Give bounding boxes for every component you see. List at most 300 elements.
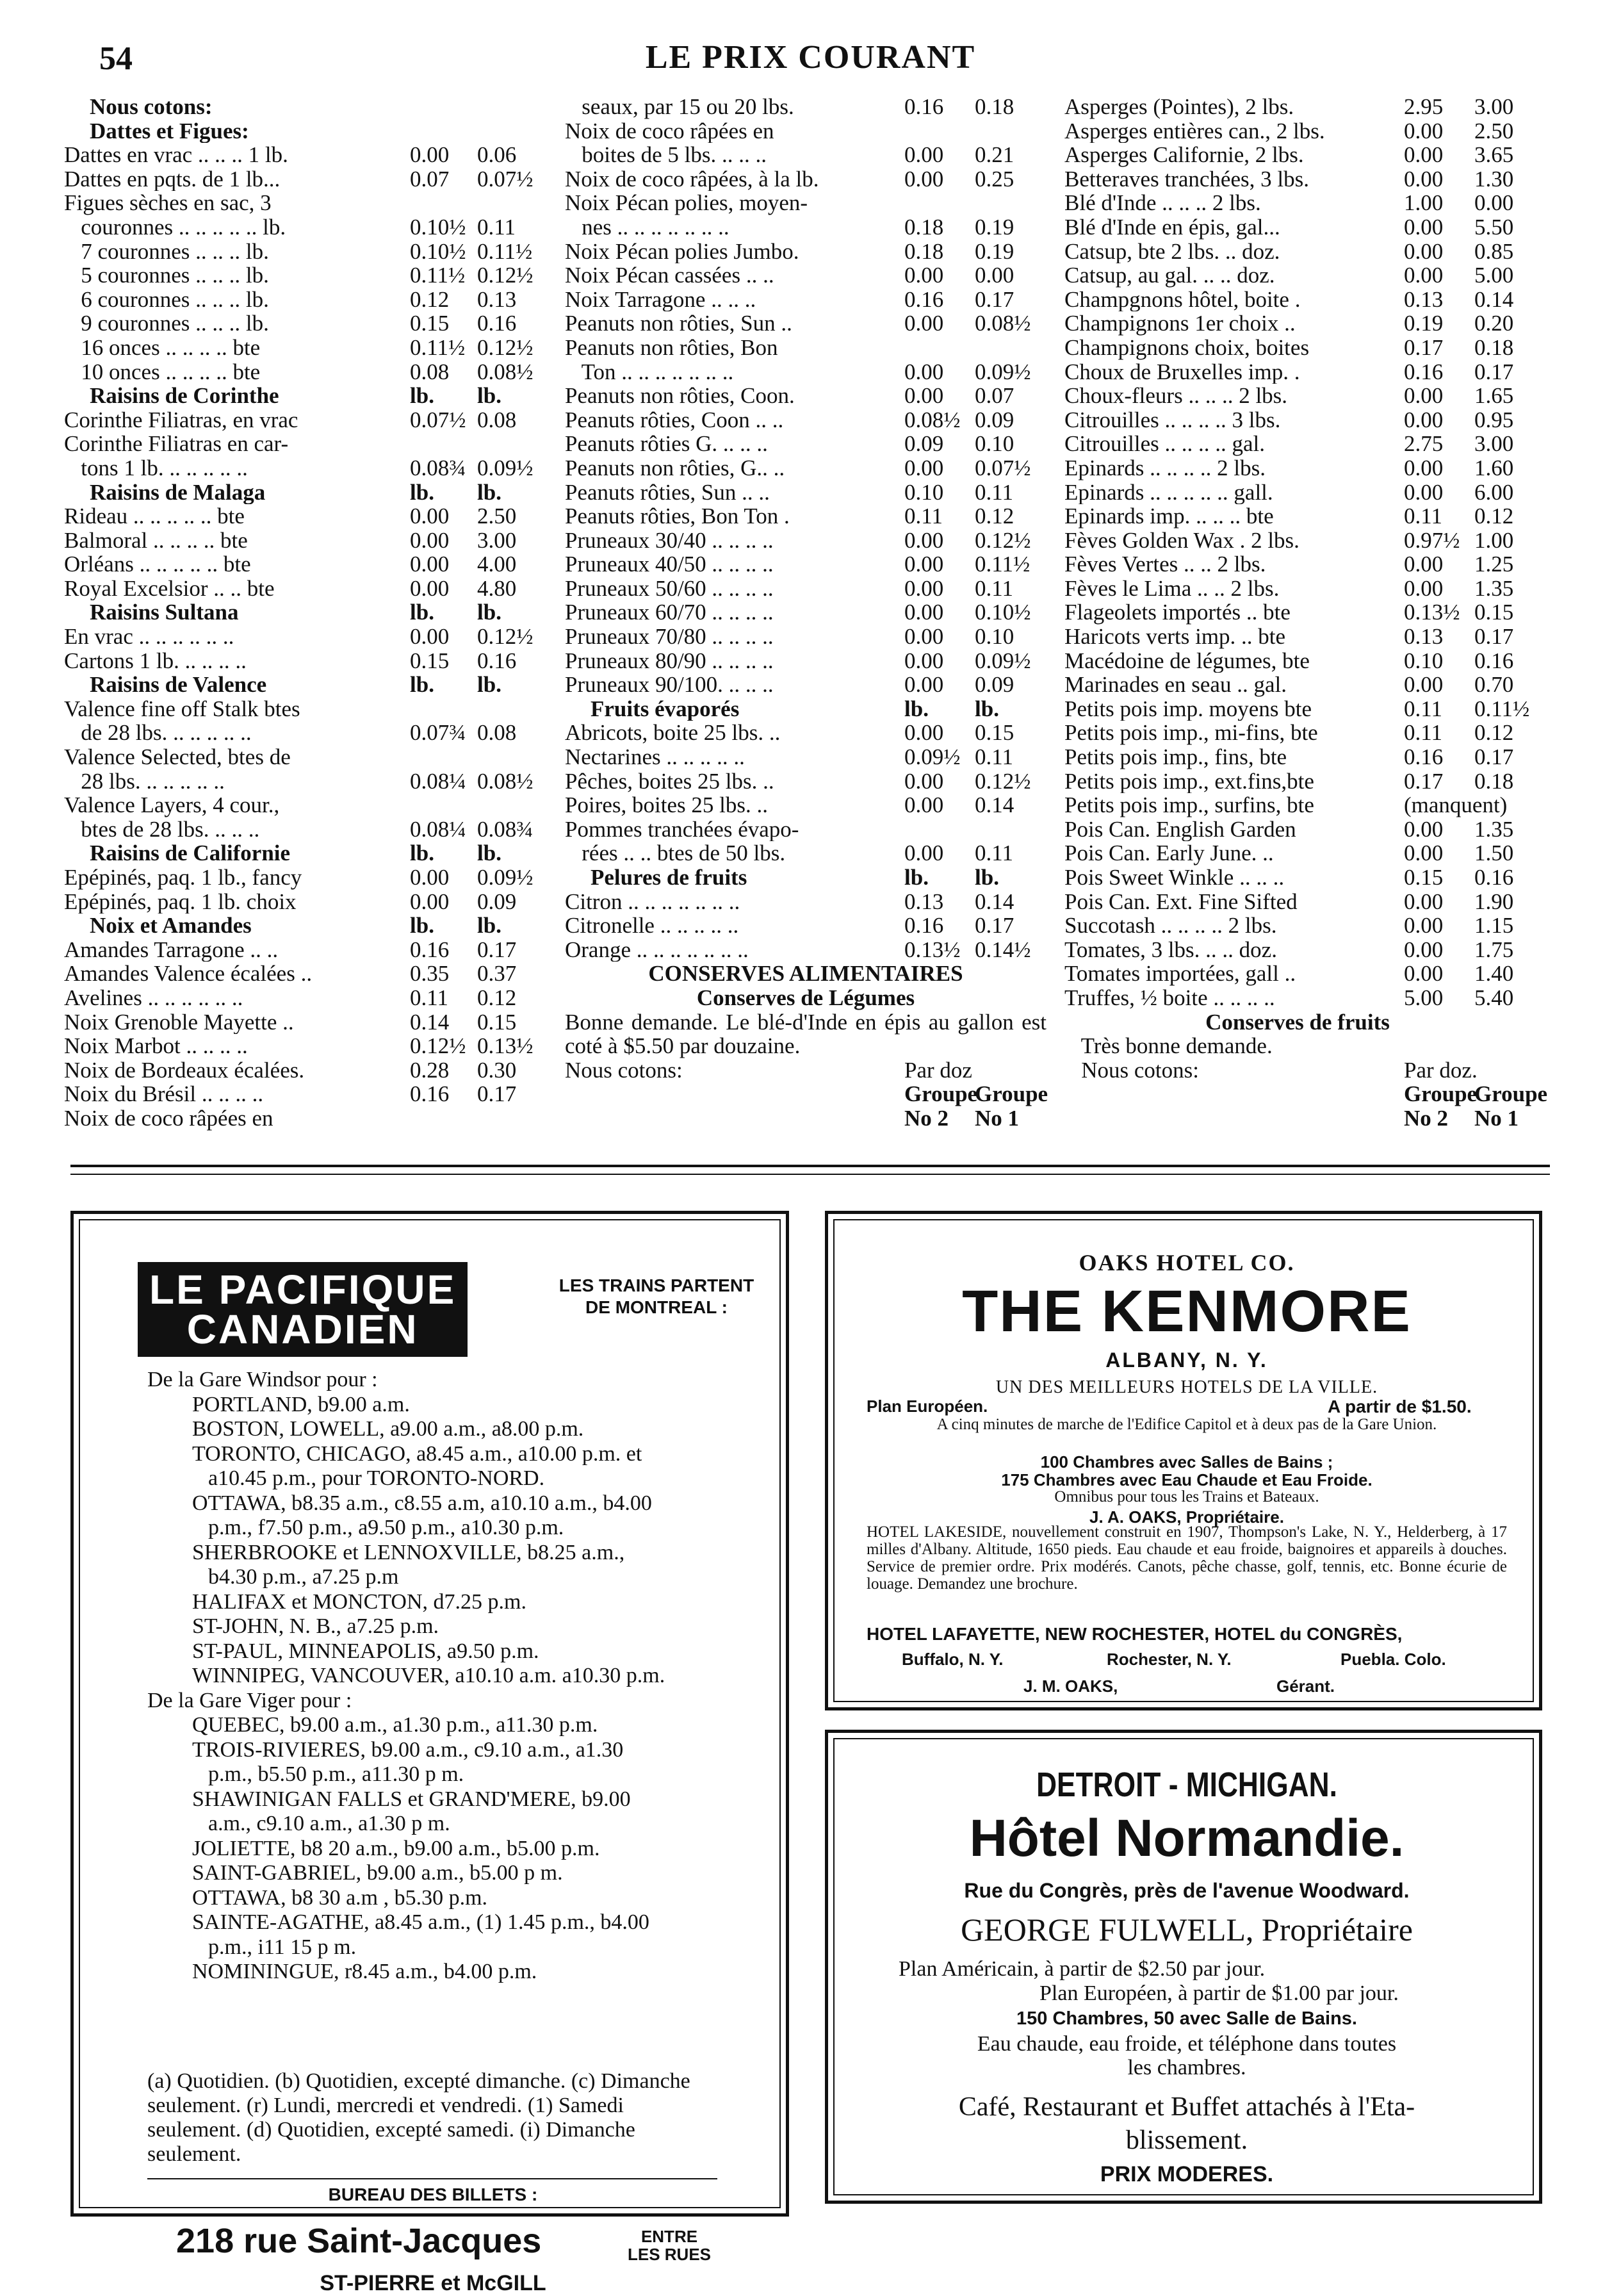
- price-high: 0.00: [1474, 190, 1514, 216]
- item-name: Valence Layers, 4 cour.,: [64, 793, 280, 817]
- price-row: [565, 914, 1047, 938]
- price-row: [1064, 1106, 1531, 1131]
- item-name: Petits pois imp. moyens bte: [1064, 696, 1312, 721]
- price-row: [565, 456, 1047, 480]
- price-row: [1064, 817, 1531, 842]
- price-row: [565, 793, 1047, 817]
- schedule-line: OTTAWA, b8 30 a.m , b5.30 p.m.: [192, 1885, 488, 1910]
- price-low: 0.10: [1404, 648, 1444, 673]
- price-row: En vrac .. .. .. .. .. .. 0.00 0.12½: [64, 624, 534, 650]
- price-high: 0.14: [975, 889, 1014, 914]
- item-name: [565, 1106, 898, 1131]
- price-column-2: [565, 95, 1047, 1131]
- price-low: 0.00: [904, 624, 944, 650]
- price-row: [64, 793, 391, 817]
- item-name: Catsup, bte 2 lbs. .. doz.: [1064, 239, 1280, 264]
- price-row: [1064, 793, 1531, 817]
- price-row: [565, 552, 1047, 577]
- price-high: 0.16: [1474, 865, 1514, 890]
- price-low: 0.17: [1404, 768, 1444, 794]
- price-row: de 28 lbs. .. .. .. .. .. 0.07¾ 0.08: [64, 720, 517, 746]
- normandie-water-1: Eau chaude, eau froide, et téléphone dans toutes: [977, 2032, 1397, 2056]
- normandie-plan-1: Plan Américain, à partir de $2.50 par jour.: [899, 1957, 1266, 1981]
- price-low: 0.11: [1404, 504, 1442, 529]
- price-low: 2.75: [1404, 431, 1444, 457]
- kenmore-name: THE KENMORE: [962, 1279, 1412, 1344]
- price-row: Dattes en vrac .. .. .. 1 lb. 0.00 0.06: [64, 142, 517, 168]
- price-high: 0.11½: [975, 552, 1030, 577]
- price-low: 1.00: [1404, 190, 1444, 216]
- price-row: [565, 311, 1047, 336]
- price-high: 0.12½: [477, 624, 534, 650]
- price-low: 0.08½: [904, 407, 961, 432]
- price-low: 0.00: [904, 311, 944, 336]
- price-row: [565, 1082, 1047, 1106]
- price-high: lb.: [477, 383, 501, 409]
- item-name: Citrouilles .. .. .. .. gal.: [1064, 432, 1266, 456]
- price-row: [1064, 769, 1531, 794]
- price-row: [565, 625, 1047, 649]
- price-low: Par doz.: [1404, 1057, 1478, 1083]
- category-heading: Raisins de Californie: [90, 841, 291, 865]
- price-high: 0.12½: [975, 527, 1031, 553]
- price-row: [565, 745, 1047, 769]
- price-row: [565, 240, 1047, 264]
- price-low: 0.00: [1404, 455, 1444, 480]
- price-high: 0.10: [975, 431, 1014, 457]
- category-heading: Pelures de fruits: [591, 865, 747, 890]
- item-name: Pois Sweet Winkle .. .. ..: [1064, 865, 1285, 890]
- schedule-line: a10.45 p.m., pour TORONTO-NORD.: [208, 1466, 545, 1490]
- price-high: 0.09½: [975, 648, 1031, 673]
- schedule-line: ST-PAUL, MINNEAPOLIS, a9.50 p.m.: [192, 1639, 539, 1663]
- price-high: 3.00: [477, 527, 517, 553]
- price-row: [1064, 865, 1531, 890]
- price-high: lb.: [477, 600, 501, 625]
- price-low: 0.00: [904, 455, 944, 480]
- price-row: [1064, 914, 1531, 938]
- item-name: Blé d'Inde en épis, gal...: [1064, 215, 1280, 240]
- item-name: Noix Pécan cassées .. ..: [565, 263, 774, 288]
- price-row: tons 1 lb. .. .. .. .. .. 0.08¾ 0.09½: [64, 455, 534, 480]
- kenmore-other-hotels: HOTEL LAFAYETTE, NEW ROCHESTER, HOTEL du CONGRÈS,: [867, 1624, 1403, 1644]
- price-row: [565, 600, 1047, 625]
- price-high: 0.06: [477, 142, 517, 168]
- schedule-line: JOLIETTE, b8 20 a.m., b9.00 a.m., b5.00 p.m.: [192, 1836, 600, 1860]
- price-low: 0.13: [1404, 286, 1444, 312]
- price-low: 0.00: [1404, 575, 1444, 601]
- item-name: Peanuts rôties G. .. .. ..: [565, 432, 768, 456]
- item-name: Peanuts non rôties, Coon.: [565, 384, 795, 408]
- normandie-water-2: les chambres.: [1127, 2056, 1246, 2079]
- price-low: 0.00: [904, 166, 944, 192]
- price-low: 0.11: [904, 504, 943, 529]
- price-row: Balmoral .. .. .. .. bte 0.00 3.00: [64, 527, 517, 553]
- price-low: 0.00: [1404, 840, 1444, 866]
- price-low: 0.16: [1404, 744, 1444, 770]
- price-low: 0.00: [1404, 383, 1444, 409]
- price-low: 0.16: [904, 94, 944, 119]
- normandie-cafe-1: Café, Restaurant et Buffet attachés à l'Eta-: [958, 2092, 1415, 2122]
- item-name: Noix Marbot .. .. .. ..: [64, 1034, 248, 1058]
- price-low: Groupe: [904, 1081, 978, 1107]
- price-row: [1064, 456, 1531, 480]
- item-name: Catsup, au gal. .. .. doz.: [1064, 263, 1275, 288]
- kenmore-city-3: Puebla. Colo.: [1340, 1650, 1446, 1669]
- kenmore-manager: J. M. OAKS,: [1023, 1677, 1118, 1696]
- price-row: [1064, 288, 1531, 312]
- price-row: [1064, 625, 1531, 649]
- schedule-line: p.m., f7.50 p.m., a9.50 p.m., a10.30 p.m.: [208, 1516, 564, 1539]
- price-row: couronnes .. .. .. .. .. lb. 0.10½ 0.11: [64, 214, 516, 240]
- price-high: 0.17: [477, 937, 517, 962]
- item-name: Haricots verts imp. .. bte: [1064, 625, 1286, 649]
- price-row: Corinthe Filiatras, en vrac 0.07½ 0.08: [64, 407, 517, 432]
- item-name: Epépinés, paq. 1 lb., fancy: [64, 865, 302, 890]
- price-row: [1064, 697, 1531, 721]
- price-row: [565, 697, 1047, 721]
- item-name: Peanuts rôties, Coon .. ..: [565, 407, 784, 432]
- item-name: [1064, 1082, 1397, 1106]
- price-high: 0.17: [1474, 624, 1514, 650]
- price-high: 0.07½: [975, 455, 1031, 480]
- price-row: Raisins de Californie lb. lb.: [64, 841, 391, 865]
- price-low: 0.13½: [1404, 600, 1460, 625]
- item-name: 28 lbs. .. .. .. .. ..: [64, 769, 225, 794]
- price-low: 0.00: [1404, 552, 1444, 577]
- price-low: 0.00: [1404, 166, 1444, 192]
- item-name: Petits pois imp., ext.fins,bte: [1064, 769, 1314, 794]
- item-name: Royal Excelsior .. .. bte: [64, 576, 275, 601]
- price-high: 0.13: [477, 286, 517, 312]
- section-heading: Conserves de Légumes: [696, 985, 915, 1010]
- price-high: 0.15: [975, 720, 1014, 746]
- price-row: Noix Marbot .. .. .. .. 0.12½ 0.13½: [64, 1033, 534, 1059]
- price-low: 0.00: [904, 792, 944, 818]
- price-low: 0.11: [1404, 696, 1442, 721]
- price-low: lb.: [904, 865, 929, 890]
- price-low: 0.00: [1404, 672, 1444, 698]
- price-low: 0.00: [1404, 937, 1444, 962]
- price-row: Noix du Brésil .. .. .. .. 0.16 0.17: [64, 1081, 517, 1107]
- price-high: 0.10½: [975, 600, 1031, 625]
- item-name: Pois Can. English Garden: [1064, 817, 1296, 842]
- price-high: 0.30: [477, 1057, 517, 1083]
- price-high: lb.: [975, 865, 999, 890]
- price-high: No 1: [1474, 1105, 1519, 1131]
- price-row: 10 onces .. .. .. .. bte 0.08 0.08½: [64, 359, 534, 384]
- price-row: [1064, 841, 1531, 865]
- item-name: Epinards .. .. .. .. 2 lbs.: [1064, 455, 1266, 480]
- price-high: 1.25: [1474, 552, 1514, 577]
- price-low: 0.00: [904, 263, 944, 288]
- price-row: [1064, 938, 1531, 962]
- price-high: 0.19: [975, 238, 1014, 264]
- normandie-plan-2: Plan Européen, à partir de $1.00 par jour.: [1039, 1981, 1399, 2005]
- price-column-3: [1064, 94, 1548, 1131]
- item-name: Choux-fleurs .. .. .. 2 lbs.: [1064, 384, 1288, 408]
- item-name: Champgnons hôtel, boite .: [1064, 287, 1301, 312]
- price-high: 1.40: [1474, 961, 1514, 987]
- item-name: Pruneaux 70/80 .. .. .. ..: [565, 625, 774, 649]
- price-row: Amandes Valence écalées .. 0.35 0.37: [64, 961, 517, 987]
- item-name: 16 onces .. .. .. .. bte: [64, 335, 261, 360]
- price-high: 3.00: [1474, 431, 1514, 457]
- item-name: Peanuts non rôties, Sun ..: [565, 311, 792, 336]
- price-high: 6.00: [1474, 479, 1514, 505]
- price-low: 0.00: [904, 552, 944, 577]
- price-low: lb.: [904, 696, 929, 721]
- price-high: 0.17: [477, 1081, 517, 1107]
- price-high: Groupe: [1474, 1081, 1548, 1107]
- item-name: Dattes en vrac .. .. .. 1 lb.: [64, 143, 288, 167]
- page-title: LE PRIX COURANT: [645, 39, 976, 76]
- price-high: 1.50: [1474, 840, 1514, 866]
- schedule-line: HALIFAX et MONCTON, d7.25 p.m.: [192, 1589, 526, 1614]
- price-row: [565, 938, 1047, 962]
- price-low: 0.00: [1404, 407, 1444, 432]
- price-row: [565, 263, 1047, 288]
- item-name: Choux de Bruxelles imp. .: [1064, 359, 1300, 384]
- price-low: No 2: [1404, 1105, 1449, 1131]
- price-low: 0.00: [1404, 238, 1444, 264]
- price-high: 0.10: [975, 624, 1014, 650]
- item-name: Rideau .. .. .. .. .. bte: [64, 504, 245, 529]
- price-high: 0.09½: [975, 359, 1031, 384]
- schedule-line: PORTLAND, b9.00 a.m.: [192, 1392, 410, 1416]
- price-row: 28 lbs. .. .. .. .. .. 0.08¼ 0.08½: [64, 768, 534, 794]
- item-name: nes .. .. .. .. .. .. ..: [565, 215, 729, 240]
- cp-address: 218 rue Saint-Jacques: [176, 2222, 542, 2260]
- price-row: [565, 143, 1047, 167]
- item-name: Amandes Tarragone .. ..: [64, 937, 279, 962]
- schedule-line: QUEBEC, b9.00 a.m., a1.30 p.m., a11.30 p.m.: [192, 1713, 598, 1737]
- item-name: Pruneaux 40/50 .. .. .. ..: [565, 552, 774, 577]
- price-high: 1.65: [1474, 383, 1514, 409]
- price-low: 0.00: [1404, 479, 1444, 505]
- item-name: Pruneaux 30/40 .. .. .. ..: [565, 528, 774, 553]
- price-high: 0.14½: [975, 937, 1031, 962]
- price-row: [565, 360, 1047, 384]
- price-high: 1.15: [1474, 913, 1514, 939]
- kenmore-hotel-ad: [825, 1211, 1542, 1710]
- price-row: [565, 167, 1047, 192]
- price-high: 0.37: [477, 961, 517, 987]
- item-name: Valence Selected, btes de: [64, 745, 291, 769]
- item-name: Asperges Californie, 2 lbs.: [1064, 143, 1304, 167]
- price-row: [1064, 311, 1531, 336]
- price-high: 0.13½: [477, 1033, 534, 1059]
- price-low: 0.00: [1404, 816, 1444, 842]
- price-high: 3.00: [1474, 94, 1514, 119]
- price-row: Epépinés, paq. 1 lb. choix 0.00 0.09: [64, 889, 517, 914]
- price-low: 0.15: [1404, 865, 1444, 890]
- normandie-cafe-2: blissement.: [1125, 2126, 1248, 2155]
- price-low: 0.00: [904, 600, 944, 625]
- price-low: 0.00: [1404, 142, 1444, 168]
- item-name: Peanuts rôties, Sun .. ..: [565, 480, 770, 505]
- price-row: [1064, 649, 1531, 673]
- cp-separator: [147, 2178, 717, 2179]
- price-high: 1.30: [1474, 166, 1514, 192]
- kenmore-owner: J. A. OAKS, Propriétaire.: [1089, 1507, 1284, 1527]
- price-low: (manquent): [1404, 792, 1508, 818]
- price-low: 0.00: [904, 575, 944, 601]
- price-high: 0.08: [477, 407, 517, 432]
- schedule-line: a.m., c9.10 a.m., a1.30 p m.: [208, 1812, 450, 1835]
- price-row: [1064, 408, 1531, 432]
- item-name: seaux, par 15 ou 20 lbs.: [565, 95, 794, 119]
- price-column-1: [64, 95, 534, 1131]
- price-low: 5.00: [1404, 985, 1444, 1010]
- price-high: 0.18: [1474, 768, 1514, 794]
- price-row: [565, 577, 1047, 601]
- price-high: 0.14: [975, 792, 1014, 818]
- item-name: Noix Pécan polies Jumbo.: [565, 239, 799, 264]
- price-row: [64, 432, 391, 456]
- kenmore-manager-title: Gérant.: [1276, 1677, 1335, 1696]
- price-low: 2.95: [1404, 94, 1444, 119]
- price-row: Amandes Tarragone .. .. 0.16 0.17: [64, 937, 517, 962]
- schedule-line: WINNIPEG, VANCOUVER, a10.10 a.m. a10.30 p.m.: [192, 1664, 665, 1687]
- item-name: couronnes .. .. .. .. .. lb.: [64, 215, 286, 240]
- price-row: [64, 745, 391, 769]
- item-name: Figues sèches en sac, 3: [64, 191, 272, 215]
- price-row: [1064, 167, 1531, 192]
- price-row: [565, 95, 1047, 119]
- price-row: [64, 697, 391, 721]
- item-name: Epépinés, paq. 1 lb. choix: [64, 889, 297, 914]
- section-heading: Conserves de fruits: [1205, 1009, 1390, 1035]
- price-row: [1064, 240, 1531, 264]
- price-low: 0.00: [1404, 118, 1444, 144]
- item-name: [1064, 1106, 1397, 1131]
- item-name: Corinthe Filiatras en car-: [64, 432, 289, 456]
- price-high: 0.07½: [477, 166, 534, 192]
- price-low: 0.97½: [1404, 527, 1460, 553]
- schedule-line: SAINTE-AGATHE, a8.45 a.m., (1) 1.45 p.m., b4.00: [192, 1910, 649, 1934]
- price-high: 0.11: [975, 575, 1013, 601]
- price-row: [1064, 600, 1531, 625]
- item-name: boites de 5 lbs. .. .. ..: [565, 143, 767, 167]
- schedule-line: SHAWINIGAN FALLS et GRAND'MERE, b9.00: [192, 1787, 631, 1811]
- price-row: [565, 288, 1047, 312]
- price-row: [565, 890, 1047, 914]
- price-high: 0.07: [975, 383, 1014, 409]
- item-name: Pois Can. Early June. ..: [1064, 841, 1274, 865]
- item-name: Poires, boites 25 lbs. ..: [565, 793, 768, 817]
- item-name: Marinades en seau .. gal.: [1064, 673, 1287, 697]
- schedule-line: SAINT-GABRIEL, b9.00 a.m., b5.00 p m.: [192, 1861, 563, 1885]
- price-row: [565, 529, 1047, 553]
- item-name: Pruneaux 60/70 .. .. .. ..: [565, 600, 774, 625]
- price-row: Dattes en pqts. de 1 lb... 0.07 0.07½: [64, 166, 534, 192]
- item-name: Noix de coco râpées en: [64, 1106, 273, 1131]
- item-name: Nectarines .. .. .. .. ..: [565, 745, 745, 769]
- price-high: 0.21: [975, 142, 1014, 168]
- price-row: Epépinés, paq. 1 lb., fancy 0.00 0.09½: [64, 865, 534, 890]
- item-name: Orléans .. .. .. .. .. bte: [64, 552, 251, 577]
- schedule-line: p.m., i11 15 p m.: [208, 1935, 357, 1959]
- price-row: [565, 673, 1047, 697]
- price-high: 0.09: [975, 672, 1014, 698]
- item-name: Ton .. .. .. .. .. .. ..: [565, 359, 734, 384]
- price-row: [565, 119, 1047, 144]
- item-name: Macédoine de légumes, bte: [1064, 648, 1310, 673]
- price-high: 0.20: [1474, 311, 1514, 336]
- price-row: Raisins de Valence lb. lb.: [64, 673, 391, 697]
- price-low: 0.13: [1404, 624, 1444, 650]
- item-name: 7 couronnes .. .. .. lb.: [64, 239, 269, 264]
- section-note: Bonne demande. Le blé-d'Inde en épis au gallon est coté à $5.50 par douzaine.: [565, 1009, 1047, 1059]
- price-low: 0.13: [904, 889, 944, 914]
- price-high: 2.50: [477, 504, 517, 529]
- price-low: 0.10: [904, 479, 944, 505]
- price-row: [565, 480, 1047, 505]
- item-name: de 28 lbs. .. .. .. .. ..: [64, 721, 252, 746]
- item-name: [565, 1082, 898, 1106]
- price-row: [1064, 986, 1531, 1010]
- price-row: [1064, 263, 1531, 288]
- item-name: Tomates importées, gall ..: [1064, 962, 1296, 986]
- price-row: 5 couronnes .. .. .. lb. 0.11½ 0.12½: [64, 263, 534, 288]
- price-row: [565, 408, 1047, 432]
- price-high: lb.: [477, 840, 501, 866]
- schedule-line: b4.30 p.m., a7.25 p.m: [208, 1565, 399, 1589]
- normandie-name: Hôtel Normandie.: [969, 1809, 1405, 1867]
- price-low: 0.00: [904, 768, 944, 794]
- cp-bureau: BUREAU DES BILLETS :: [328, 2185, 538, 2204]
- item-name: Pruneaux 80/90 .. .. .. ..: [565, 648, 774, 673]
- category-heading: Raisins de Valence: [90, 673, 267, 697]
- normandie-rooms: 150 Chambres, 50 avec Salle de Bains.: [1016, 2008, 1357, 2029]
- category-heading: Raisins Sultana: [90, 600, 239, 625]
- item-name: Citrouilles .. .. .. .. 3 lbs.: [1064, 407, 1281, 432]
- item-name: Fèves Vertes .. .. 2 lbs.: [1064, 552, 1266, 577]
- price-high: 0.12½: [975, 768, 1031, 794]
- price-row: [1064, 191, 1531, 215]
- price-row: Noix Grenoble Mayette .. 0.14 0.15: [64, 1009, 517, 1035]
- price-low: 0.00: [1404, 961, 1444, 987]
- price-high: lb.: [477, 479, 501, 505]
- price-row: [565, 841, 1047, 865]
- item-name: Noix de coco râpées, à la lb.: [565, 167, 819, 192]
- item-name: Pois Can. Ext. Fine Sifted: [1064, 889, 1298, 914]
- price-high: 0.09: [975, 407, 1014, 432]
- price-row: [565, 432, 1047, 456]
- item-name: Peanuts non rôties, Bon: [565, 335, 778, 360]
- price-high: 4.00: [477, 552, 517, 577]
- price-row: Avelines .. .. .. .. .. .. 0.11 0.12: [64, 985, 517, 1010]
- price-low: 0.00: [1404, 913, 1444, 939]
- price-high: 0.08¾: [477, 816, 534, 842]
- item-name: Betteraves tranchées, 3 lbs.: [1064, 167, 1309, 192]
- price-high: 0.18: [1474, 334, 1514, 360]
- item-name: Fèves Golden Wax . 2 lbs.: [1064, 528, 1299, 553]
- price-row: [565, 817, 1047, 842]
- item-name: Pruneaux 90/100. .. .. ..: [565, 673, 774, 697]
- price-low: 0.00: [904, 720, 944, 746]
- price-high: 0.11: [975, 840, 1013, 866]
- price-high: 0.15: [477, 1009, 517, 1035]
- category-heading: Noix et Amandes: [90, 914, 252, 938]
- price-row: [1064, 504, 1531, 529]
- category-heading: Fruits évaporés: [591, 696, 740, 721]
- price-row: [64, 95, 391, 119]
- item-name: btes de 28 lbs. .. .. ..: [64, 817, 260, 842]
- item-name: Noix de coco râpées en: [565, 119, 774, 144]
- price-high: 4.80: [477, 575, 517, 601]
